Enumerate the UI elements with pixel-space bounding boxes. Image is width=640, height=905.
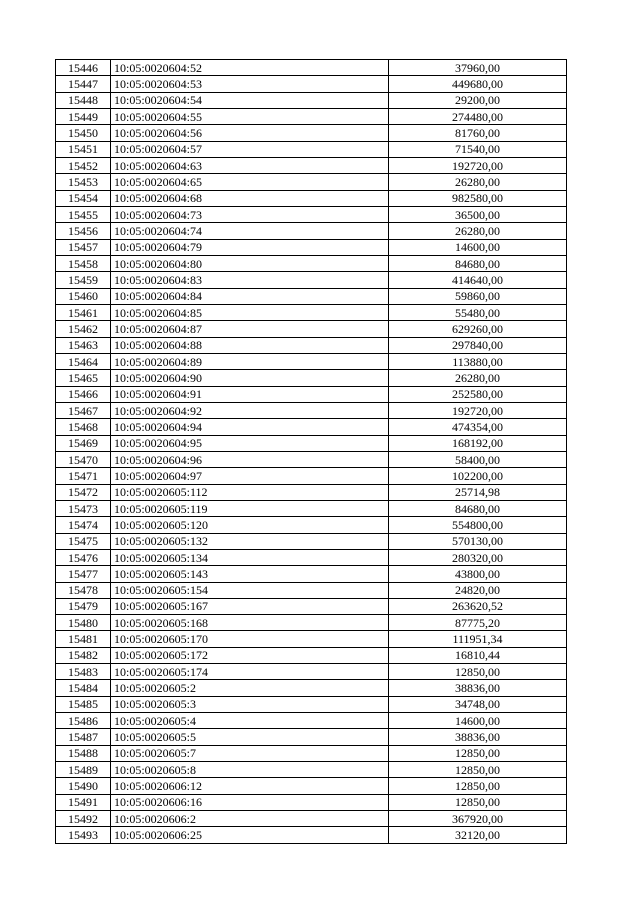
cadastral-number-cell: 10:05:0020604:74	[111, 223, 389, 239]
row-number-cell: 15488	[56, 745, 111, 761]
amount-cell: 102200,00	[389, 468, 567, 484]
row-number-cell: 15492	[56, 811, 111, 827]
cadastral-number-cell: 10:05:0020605:3	[111, 696, 389, 712]
row-number-cell: 15452	[56, 157, 111, 173]
table-row	[56, 255, 567, 271]
row-number-cell: 15463	[56, 337, 111, 353]
amount-cell: 38836,00	[389, 729, 567, 745]
cadastral-number-cell: 10:05:0020605:168	[111, 615, 389, 631]
cadastral-number-cell: 10:05:0020605:8	[111, 762, 389, 778]
amount-cell: 59860,00	[389, 288, 567, 304]
row-number-cell: 15453	[56, 174, 111, 190]
row-number-cell: 15447	[56, 76, 111, 92]
cadastral-number-cell: 10:05:0020604:68	[111, 190, 389, 206]
amount-cell: 37960,00	[389, 60, 567, 76]
table-row	[56, 174, 567, 190]
cadastral-number-cell: 10:05:0020604:65	[111, 174, 389, 190]
cadastral-number-cell: 10:05:0020605:170	[111, 631, 389, 647]
table-row	[56, 549, 567, 565]
cadastral-number-cell: 10:05:0020604:73	[111, 206, 389, 222]
amount-cell: 38836,00	[389, 680, 567, 696]
cadastral-number-cell: 10:05:0020604:91	[111, 386, 389, 402]
amount-cell: 192720,00	[389, 402, 567, 418]
row-number-cell: 15466	[56, 386, 111, 402]
table-row	[56, 745, 567, 761]
table-row	[56, 647, 567, 663]
row-number-cell: 15485	[56, 696, 111, 712]
cadastral-number-cell: 10:05:0020606:2	[111, 811, 389, 827]
row-number-cell: 15460	[56, 288, 111, 304]
row-number-cell: 15475	[56, 533, 111, 549]
row-number-cell: 15446	[56, 60, 111, 76]
amount-cell: 43800,00	[389, 566, 567, 582]
table-row	[56, 435, 567, 451]
table-row	[56, 631, 567, 647]
amount-cell: 367920,00	[389, 811, 567, 827]
row-number-cell: 15472	[56, 484, 111, 500]
cadastral-number-cell: 10:05:0020604:89	[111, 353, 389, 369]
row-number-cell: 15483	[56, 664, 111, 680]
row-number-cell: 15481	[56, 631, 111, 647]
row-number-cell: 15489	[56, 762, 111, 778]
amount-cell: 414640,00	[389, 272, 567, 288]
amount-cell: 34748,00	[389, 696, 567, 712]
cadastral-number-cell: 10:05:0020604:96	[111, 451, 389, 467]
table-row	[56, 76, 567, 92]
amount-cell: 263620,52	[389, 598, 567, 614]
row-number-cell: 15448	[56, 92, 111, 108]
amount-cell: 14600,00	[389, 713, 567, 729]
amount-cell: 982580,00	[389, 190, 567, 206]
table-row	[56, 402, 567, 418]
amount-cell: 113880,00	[389, 353, 567, 369]
table-row	[56, 484, 567, 500]
amount-cell: 25714,98	[389, 484, 567, 500]
amount-cell: 36500,00	[389, 206, 567, 222]
row-number-cell: 15477	[56, 566, 111, 582]
table-row	[56, 190, 567, 206]
row-number-cell: 15465	[56, 370, 111, 386]
cadastral-number-cell: 10:05:0020605:4	[111, 713, 389, 729]
cadastral-number-cell: 10:05:0020604:83	[111, 272, 389, 288]
row-number-cell: 15457	[56, 239, 111, 255]
row-number-cell: 15476	[56, 549, 111, 565]
table-row	[56, 729, 567, 745]
table-row	[56, 288, 567, 304]
cadastral-number-cell: 10:05:0020604:97	[111, 468, 389, 484]
amount-cell: 252580,00	[389, 386, 567, 402]
amount-cell: 274480,00	[389, 108, 567, 124]
row-number-cell: 15474	[56, 517, 111, 533]
table-row	[56, 713, 567, 729]
cadastral-number-cell: 10:05:0020604:56	[111, 125, 389, 141]
amount-cell: 14600,00	[389, 239, 567, 255]
row-number-cell: 15458	[56, 255, 111, 271]
table-row	[56, 664, 567, 680]
cadastral-number-cell: 10:05:0020605:120	[111, 517, 389, 533]
table-row	[56, 451, 567, 467]
row-number-cell: 15469	[56, 435, 111, 451]
cadastral-number-cell: 10:05:0020605:143	[111, 566, 389, 582]
amount-cell: 111951,34	[389, 631, 567, 647]
cadastral-number-cell: 10:05:0020604:52	[111, 60, 389, 76]
row-number-cell: 15467	[56, 402, 111, 418]
table-row	[56, 321, 567, 337]
row-number-cell: 15461	[56, 304, 111, 320]
cadastral-number-cell: 10:05:0020605:132	[111, 533, 389, 549]
cadastral-number-cell: 10:05:0020605:154	[111, 582, 389, 598]
table-row	[56, 239, 567, 255]
cadastral-number-cell: 10:05:0020604:54	[111, 92, 389, 108]
amount-cell: 12850,00	[389, 794, 567, 810]
cadastral-number-cell: 10:05:0020605:172	[111, 647, 389, 663]
table-row	[56, 794, 567, 810]
row-number-cell: 15456	[56, 223, 111, 239]
table-row	[56, 353, 567, 369]
amount-cell: 81760,00	[389, 125, 567, 141]
row-number-cell: 15484	[56, 680, 111, 696]
table-row	[56, 386, 567, 402]
amount-cell: 55480,00	[389, 304, 567, 320]
row-number-cell: 15482	[56, 647, 111, 663]
amount-cell: 26280,00	[389, 174, 567, 190]
cadastral-number-cell: 10:05:0020604:53	[111, 76, 389, 92]
row-number-cell: 15486	[56, 713, 111, 729]
table-row	[56, 157, 567, 173]
amount-cell: 71540,00	[389, 141, 567, 157]
amount-cell: 26280,00	[389, 370, 567, 386]
amount-cell: 16810,44	[389, 647, 567, 663]
row-number-cell: 15454	[56, 190, 111, 206]
amount-cell: 26280,00	[389, 223, 567, 239]
table-row	[56, 615, 567, 631]
cadastral-number-cell: 10:05:0020605:2	[111, 680, 389, 696]
table-row	[56, 566, 567, 582]
amount-cell: 168192,00	[389, 435, 567, 451]
cadastral-number-cell: 10:05:0020604:79	[111, 239, 389, 255]
amount-cell: 58400,00	[389, 451, 567, 467]
cadastral-number-cell: 10:05:0020605:134	[111, 549, 389, 565]
cadastral-number-cell: 10:05:0020604:63	[111, 157, 389, 173]
amount-cell: 84680,00	[389, 255, 567, 271]
table-row	[56, 108, 567, 124]
row-number-cell: 15464	[56, 353, 111, 369]
row-number-cell: 15487	[56, 729, 111, 745]
row-number-cell: 15480	[56, 615, 111, 631]
table-row	[56, 468, 567, 484]
amount-cell: 192720,00	[389, 157, 567, 173]
row-number-cell: 15459	[56, 272, 111, 288]
cadastral-number-cell: 10:05:0020604:94	[111, 419, 389, 435]
table-row	[56, 60, 567, 76]
row-number-cell: 15491	[56, 794, 111, 810]
amount-cell: 84680,00	[389, 500, 567, 516]
amount-cell: 12850,00	[389, 778, 567, 794]
row-number-cell: 15451	[56, 141, 111, 157]
amount-cell: 629260,00	[389, 321, 567, 337]
cadastral-number-cell: 10:05:0020605:167	[111, 598, 389, 614]
amount-cell: 570130,00	[389, 533, 567, 549]
amount-cell: 297840,00	[389, 337, 567, 353]
table-body	[56, 60, 567, 844]
amount-cell: 32120,00	[389, 827, 567, 843]
cadastral-number-cell: 10:05:0020604:57	[111, 141, 389, 157]
table-row	[56, 223, 567, 239]
table-row	[56, 696, 567, 712]
amount-cell: 12850,00	[389, 664, 567, 680]
table-row	[56, 762, 567, 778]
cadastral-number-cell: 10:05:0020605:7	[111, 745, 389, 761]
amount-cell: 449680,00	[389, 76, 567, 92]
amount-cell: 554800,00	[389, 517, 567, 533]
row-number-cell: 15490	[56, 778, 111, 794]
table-row	[56, 337, 567, 353]
table-row	[56, 304, 567, 320]
cadastral-number-cell: 10:05:0020604:92	[111, 402, 389, 418]
table-row	[56, 141, 567, 157]
row-number-cell: 15471	[56, 468, 111, 484]
row-number-cell: 15493	[56, 827, 111, 843]
cadastral-number-cell: 10:05:0020606:12	[111, 778, 389, 794]
row-number-cell: 15449	[56, 108, 111, 124]
amount-cell: 24820,00	[389, 582, 567, 598]
cadastral-number-cell: 10:05:0020606:25	[111, 827, 389, 843]
table-row	[56, 500, 567, 516]
table-row	[56, 125, 567, 141]
row-number-cell: 15470	[56, 451, 111, 467]
row-number-cell: 15468	[56, 419, 111, 435]
cadastral-number-cell: 10:05:0020605:174	[111, 664, 389, 680]
row-number-cell: 15462	[56, 321, 111, 337]
amount-cell: 12850,00	[389, 745, 567, 761]
amount-cell: 280320,00	[389, 549, 567, 565]
table-row	[56, 598, 567, 614]
amount-cell: 87775,20	[389, 615, 567, 631]
table-row	[56, 517, 567, 533]
row-number-cell: 15479	[56, 598, 111, 614]
cadastral-number-cell: 10:05:0020604:55	[111, 108, 389, 124]
amount-cell: 12850,00	[389, 762, 567, 778]
cadastral-number-cell: 10:05:0020604:80	[111, 255, 389, 271]
cadastral-number-cell: 10:05:0020605:119	[111, 500, 389, 516]
amount-cell: 474354,00	[389, 419, 567, 435]
table-row	[56, 533, 567, 549]
data-table	[55, 59, 567, 844]
cadastral-number-cell: 10:05:0020604:85	[111, 304, 389, 320]
cadastral-number-cell: 10:05:0020604:88	[111, 337, 389, 353]
table-row	[56, 811, 567, 827]
table-row	[56, 827, 567, 843]
cadastral-number-cell: 10:05:0020605:112	[111, 484, 389, 500]
row-number-cell: 15450	[56, 125, 111, 141]
table-row	[56, 206, 567, 222]
table-row	[56, 92, 567, 108]
amount-cell: 29200,00	[389, 92, 567, 108]
table-row	[56, 419, 567, 435]
cadastral-number-cell: 10:05:0020604:95	[111, 435, 389, 451]
cadastral-number-cell: 10:05:0020604:90	[111, 370, 389, 386]
table-row	[56, 582, 567, 598]
row-number-cell: 15478	[56, 582, 111, 598]
table-row	[56, 370, 567, 386]
table-row	[56, 680, 567, 696]
cadastral-number-cell: 10:05:0020604:87	[111, 321, 389, 337]
table-row	[56, 778, 567, 794]
cadastral-number-cell: 10:05:0020605:5	[111, 729, 389, 745]
table-row	[56, 272, 567, 288]
cadastral-number-cell: 10:05:0020604:84	[111, 288, 389, 304]
row-number-cell: 15455	[56, 206, 111, 222]
row-number-cell: 15473	[56, 500, 111, 516]
cadastral-number-cell: 10:05:0020606:16	[111, 794, 389, 810]
